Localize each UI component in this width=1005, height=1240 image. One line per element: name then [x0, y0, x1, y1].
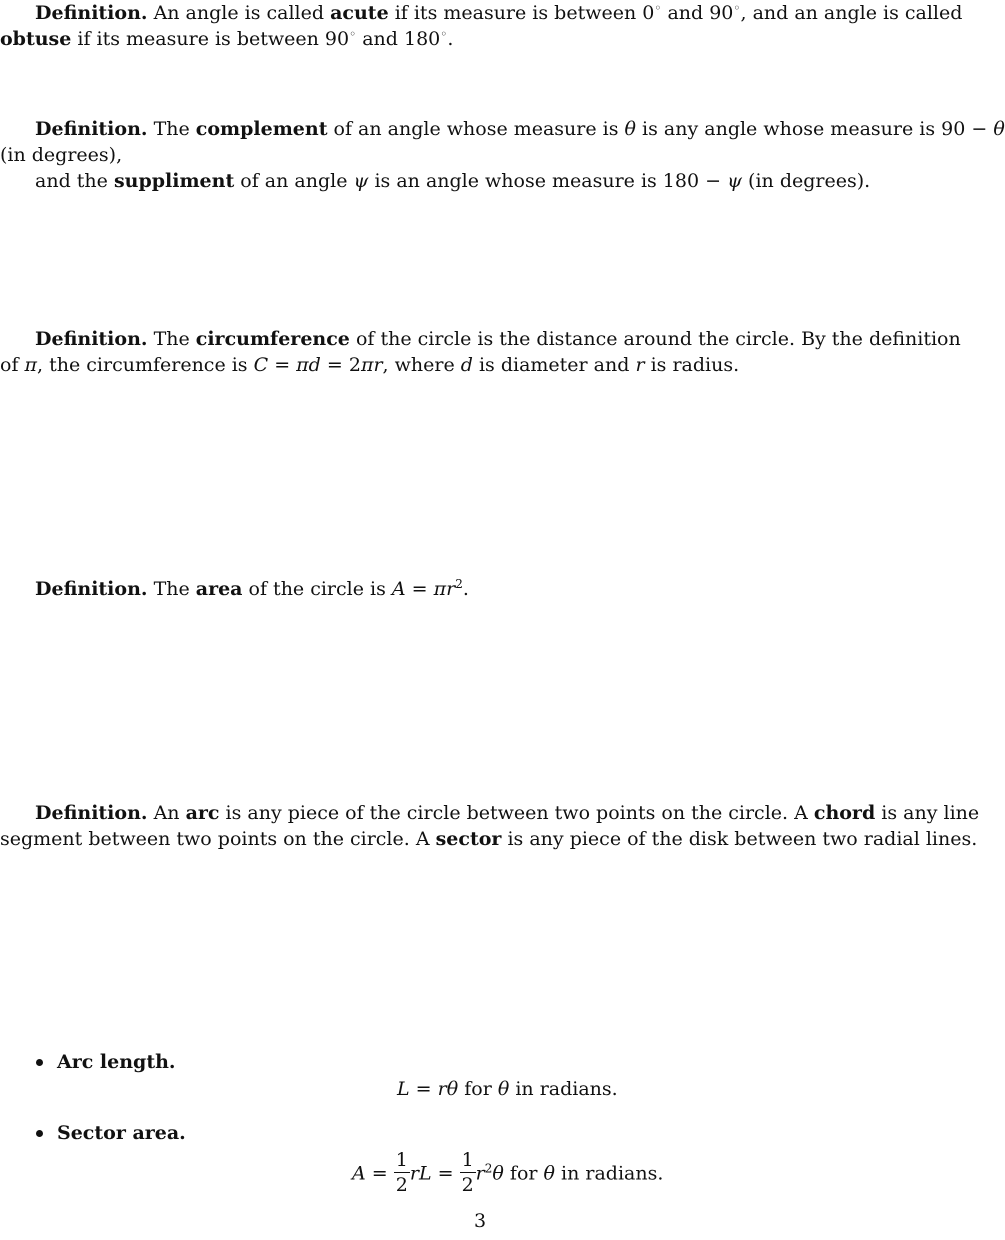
psi-symbol: ψ: [727, 170, 742, 192]
variable-r: r: [409, 1162, 419, 1185]
fraction-denominator: 2: [395, 1174, 408, 1196]
definition-heading: Definition.: [35, 2, 148, 24]
text: and 180: [362, 28, 441, 50]
definition-arc-line-1: [35, 800, 979, 826]
variable-r: r: [437, 1078, 447, 1100]
term-area: area: [195, 578, 243, 600]
text: (in degrees).: [748, 170, 871, 192]
page-number: 3: [474, 1210, 487, 1232]
definition-circumference-line-2: [0, 352, 739, 378]
definition-heading: Definition.: [35, 802, 148, 824]
text: The: [153, 328, 190, 350]
arc-length-label: Arc length.: [57, 1051, 176, 1073]
degree-symbol: ◦: [349, 27, 357, 41]
exponent: 2: [455, 577, 463, 591]
fraction-denominator: 2: [461, 1174, 474, 1196]
text: segment between two points on the circle. A: [0, 828, 430, 850]
variable-r: r: [475, 1162, 485, 1185]
text: .: [462, 578, 469, 600]
variable-A: A: [352, 1162, 366, 1185]
degree-symbol: ◦: [733, 1, 741, 15]
text: in radians.: [515, 1078, 618, 1100]
text: of an angle whose measure is: [333, 118, 619, 140]
text: (in degrees),: [0, 144, 123, 166]
bullet-dot: [36, 1059, 43, 1066]
text: is diameter and: [478, 354, 630, 376]
term-complement: complement: [195, 118, 328, 140]
term-acute: acute: [330, 2, 389, 24]
text: The: [153, 118, 190, 140]
fraction-one-half: [394, 1148, 410, 1197]
definition-angles-line-1: [35, 0, 962, 26]
definition-complement-line-1: [35, 116, 1005, 142]
fraction-numerator: 1: [395, 1149, 408, 1171]
degree-symbol: ◦: [654, 1, 662, 15]
term-arc: arc: [185, 802, 220, 824]
term-sector: sector: [435, 828, 502, 850]
bullet-dot: [36, 1130, 43, 1137]
variable-C: C: [253, 354, 269, 376]
variable-d: d: [308, 354, 321, 376]
variable-A: A: [391, 578, 406, 600]
text: if its measure is between 90: [77, 28, 350, 50]
fraction-one-half: [460, 1148, 476, 1197]
text: and 90: [667, 2, 734, 24]
text: of the circle is the distance around the circle. By the definition: [355, 328, 961, 350]
text: is an angle whose measure is 180 −: [374, 170, 722, 192]
fraction-numerator: 1: [461, 1149, 474, 1171]
definition-complement-line-3: [35, 168, 870, 194]
term-chord: chord: [813, 802, 876, 824]
degree-symbol: ◦: [440, 27, 448, 41]
text: of an angle: [240, 170, 348, 192]
variable-d: d: [460, 354, 473, 376]
definition-circumference-line-1: [35, 326, 961, 352]
text: for: [464, 1078, 492, 1100]
text: if its measure is between 0: [394, 2, 655, 24]
theta-symbol: θ: [497, 1078, 510, 1100]
text: is any piece of the disk between two radial lines.: [507, 828, 978, 850]
variable-r: r: [373, 354, 383, 376]
equals: =: [437, 1162, 454, 1185]
sector-area-formula: [352, 1150, 663, 1199]
text: for: [509, 1162, 538, 1185]
equals: =: [415, 1078, 432, 1100]
definition-arc-line-2: [0, 826, 977, 852]
text: is any piece of the circle between two points on the circle. A: [225, 802, 808, 824]
variable-L: L: [397, 1078, 410, 1100]
psi-symbol: ψ: [353, 170, 369, 192]
equals: =: [371, 1162, 388, 1185]
text: An angle is called: [153, 2, 325, 24]
pi-symbol: π: [24, 354, 38, 376]
equals: =: [411, 578, 428, 600]
variable-L: L: [418, 1162, 432, 1185]
text: An: [153, 802, 180, 824]
pi-symbol: π: [433, 578, 447, 600]
text: is any line: [881, 802, 980, 824]
exponent: 2: [484, 1161, 493, 1176]
text: The: [153, 578, 190, 600]
variable-r: r: [635, 354, 645, 376]
theta-symbol: θ: [993, 118, 1005, 140]
theta-symbol: θ: [543, 1162, 555, 1185]
sector-area-label: Sector area.: [57, 1122, 186, 1144]
text: .: [447, 28, 454, 50]
text: is any angle whose measure is 90 −: [642, 118, 988, 140]
term-suppliment: suppliment: [113, 170, 235, 192]
pi-symbol: π: [360, 354, 374, 376]
text: in radians.: [561, 1162, 664, 1185]
definition-complement-line-2: [0, 142, 122, 168]
definition-heading: Definition.: [35, 118, 148, 140]
definition-heading: Definition.: [35, 578, 148, 600]
pi-symbol: π: [296, 354, 309, 376]
equals: = 2: [326, 354, 361, 376]
arc-length-formula: [397, 1076, 618, 1102]
text: , where: [382, 354, 455, 376]
text: , and an angle is called: [740, 2, 963, 24]
definition-angles-line-2: [0, 26, 453, 52]
term-circumference: circumference: [195, 328, 350, 350]
equals: =: [274, 354, 291, 376]
theta-symbol: θ: [446, 1078, 459, 1100]
text: and the: [35, 170, 108, 192]
text: of: [0, 354, 19, 376]
variable-r: r: [446, 578, 456, 600]
text: , the circumference is: [37, 354, 248, 376]
theta-symbol: θ: [624, 118, 636, 140]
text: is radius.: [650, 354, 740, 376]
definition-area-line-1: [35, 576, 469, 602]
text: of the circle is: [248, 578, 386, 600]
term-obtuse: obtuse: [0, 28, 72, 50]
definition-heading: Definition.: [35, 328, 148, 350]
theta-symbol: θ: [492, 1162, 504, 1185]
